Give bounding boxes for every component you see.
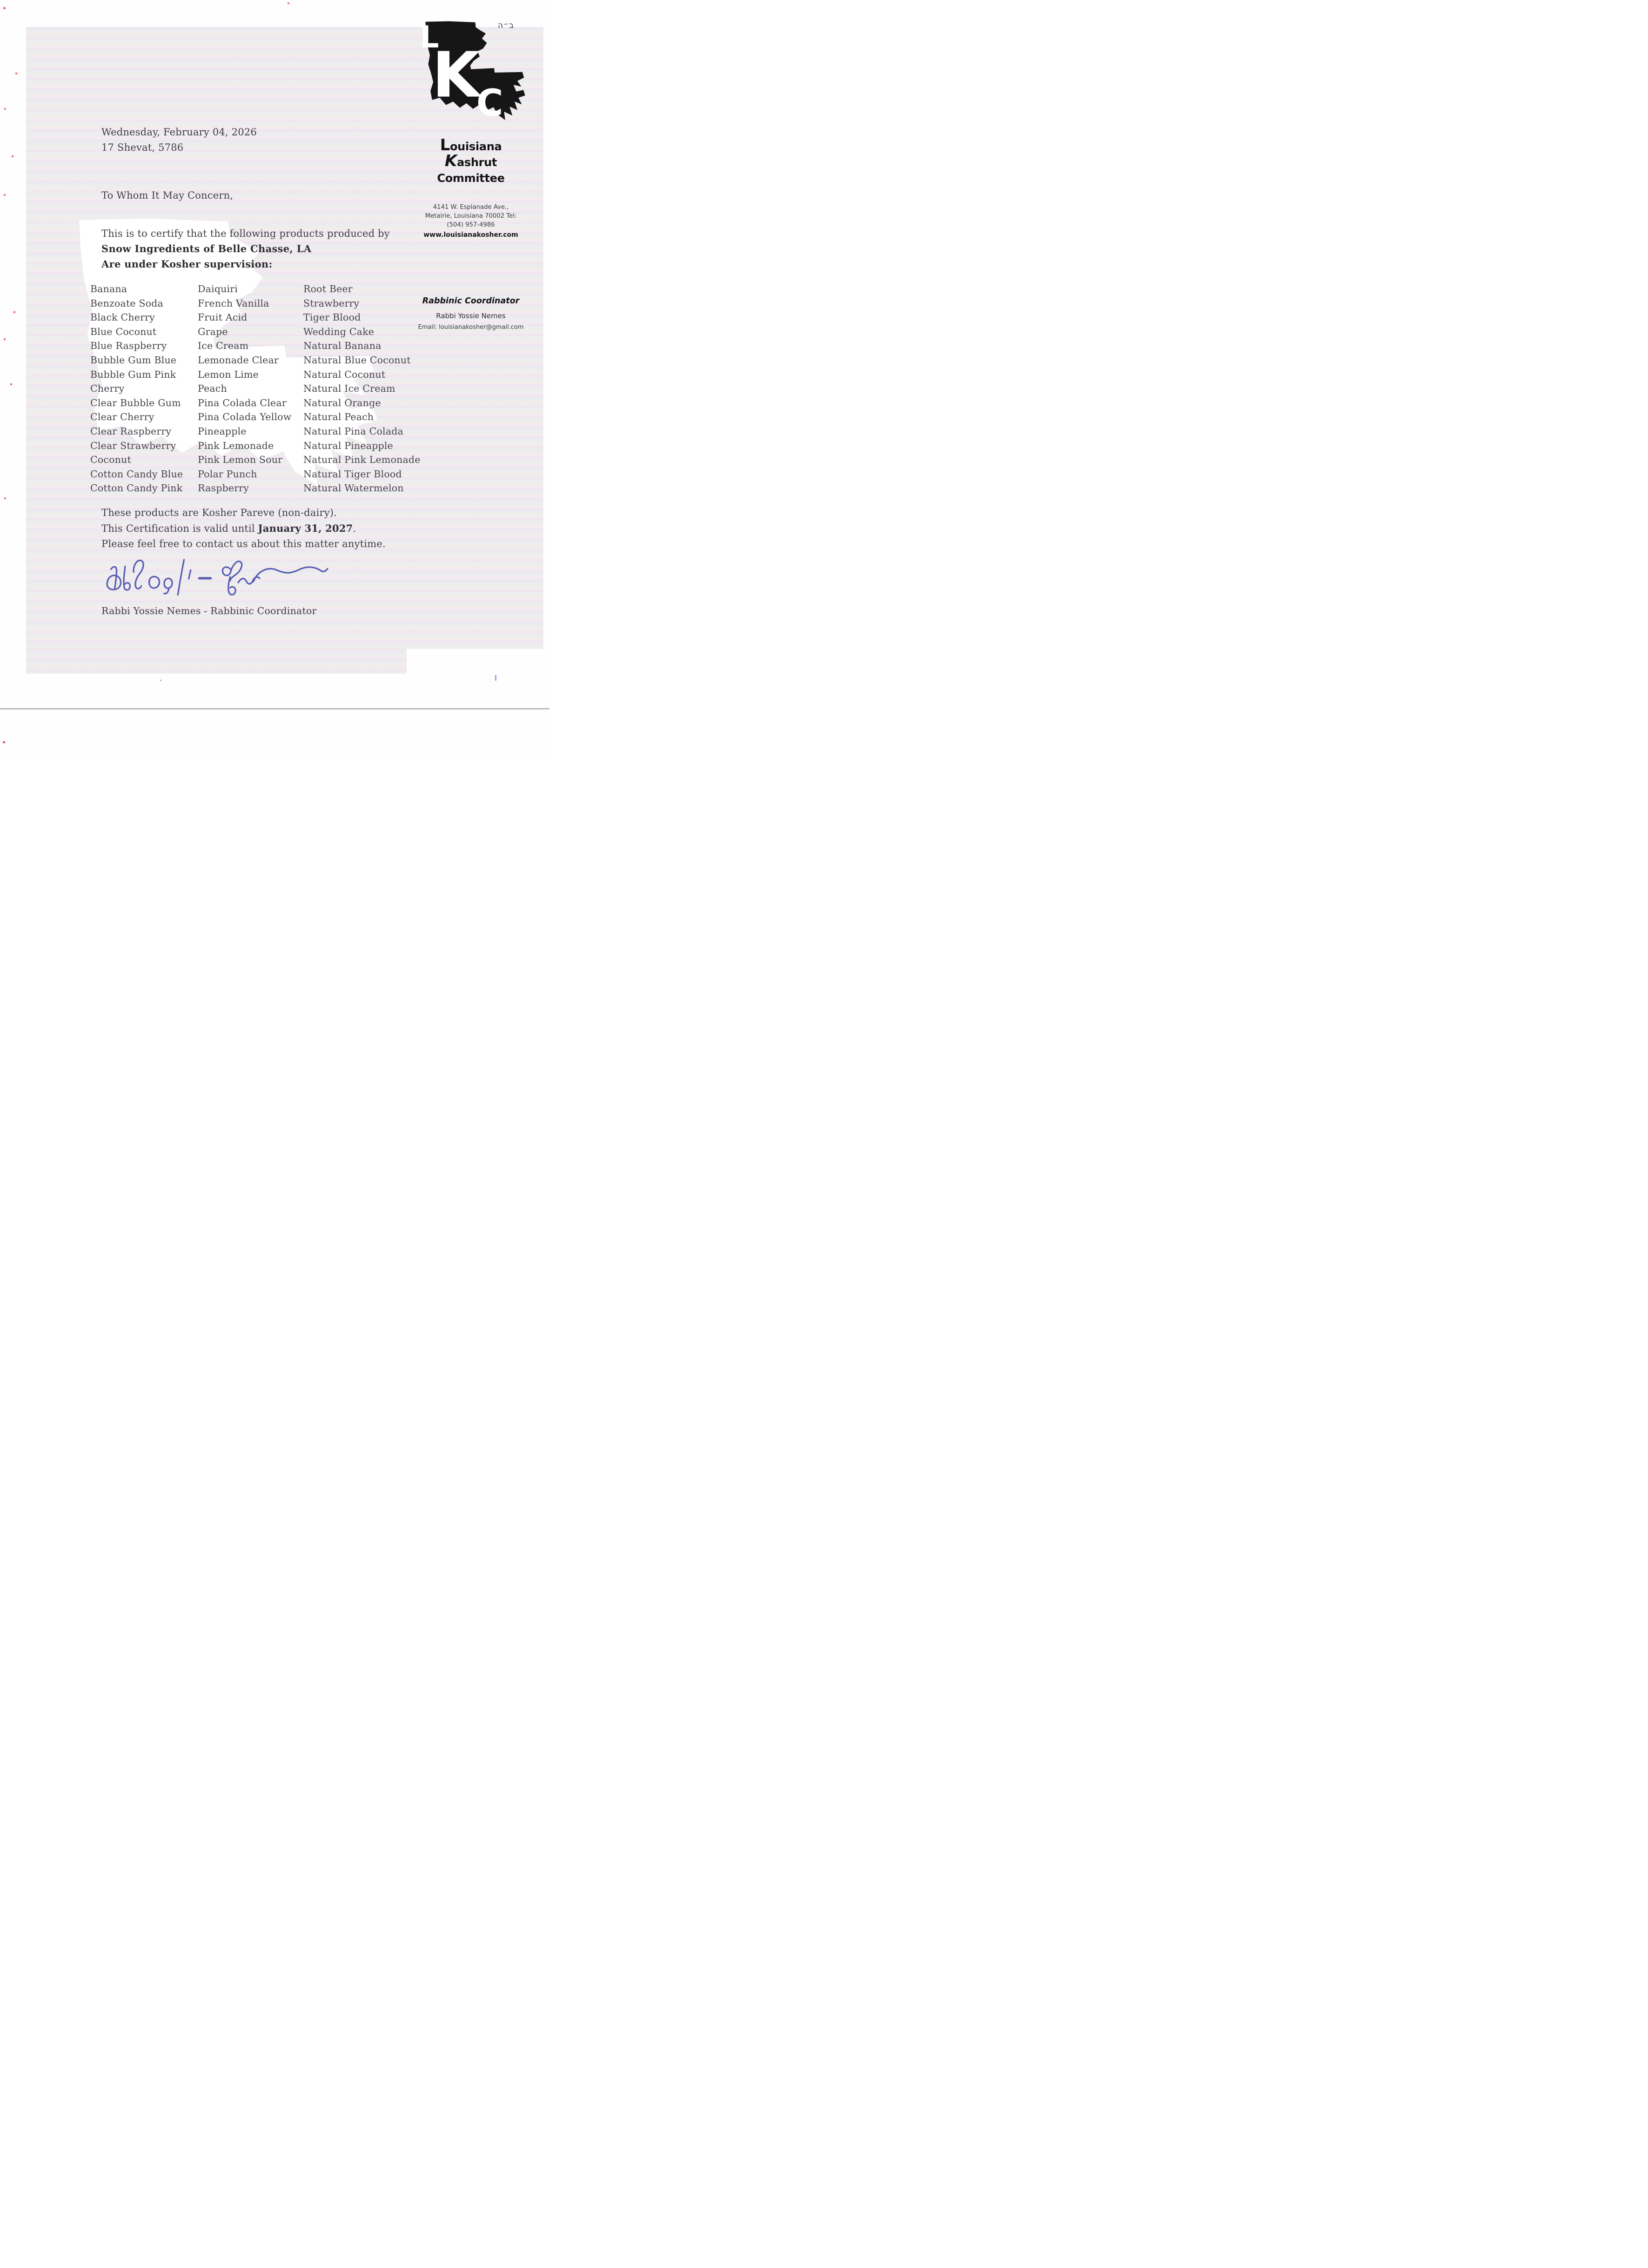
product-item: French Vanilla [198,297,269,309]
scan-speck [12,155,13,157]
product-item: Raspberry [198,482,249,494]
validity-line: This Certification is valid until January 31, 2027. [101,522,356,534]
scan-speck [4,497,6,499]
product-item: Clear Cherry [90,411,154,423]
scan-speck [4,338,6,340]
product-item: Natural Orange [303,397,381,408]
org-name-line3: Committee [437,172,505,185]
product-item: Benzoate Soda [90,297,163,309]
product-item: Natural Peach [303,411,374,423]
scan-speck [10,383,12,385]
contact-line: Please feel free to contact us about this matter anytime. [101,538,386,549]
address-line2: Metairie, Louisiana 70002 Tel: [425,213,517,220]
product-item: Ice Cream [198,340,249,352]
address-line3: (504) 957-4986 [447,221,495,228]
supervision-line: Are under Kosher supervision: [101,258,273,270]
product-item: Blue Raspberry [90,340,167,352]
certification-paragraph [101,226,390,272]
product-item: Wedding Cake [303,326,375,337]
company-name: Snow Ingredients of Belle Chasse, LA [101,242,312,254]
org-website: www.louisianakosher.com [423,231,518,239]
product-item: Coconut [90,454,131,466]
address-line1: 4141 W. Esplanade Ave., [433,204,509,211]
product-item: Pink Lemonade [198,440,274,451]
logo-letter-l: L [420,20,439,55]
scan-blue-dash [495,675,496,681]
coordinator-name: Rabbi Yossie Nemes [436,312,506,320]
product-item: Bubble Gum Blue [90,354,177,366]
scan-divider-line [0,708,549,709]
scan-speck [160,680,161,681]
product-item: Peach [198,383,227,395]
certify-line: This is to certify that the following products produced by [101,228,390,239]
signer-name-line: Rabbi Yossie Nemes - Rabbinic Coordinator [101,605,317,616]
product-item: Pink Lemon Sour [198,454,283,466]
date-hebrew: 17 Shevat, 5786 [101,142,184,153]
product-item: Clear Strawberry [90,440,176,451]
product-item: Bubble Gum Pink [90,368,176,380]
signature [103,555,331,605]
product-item: Natural Pink Lemonade [303,454,421,466]
closing-paragraph [101,505,386,552]
hebrew-bh-mark: ב״ה [498,21,514,30]
product-item: Natural Tiger Blood [303,468,402,480]
org-name [401,136,541,186]
validity-date: January 31, 2027 [258,522,353,534]
pareve-line: These products are Kosher Pareve (non-dairy). [101,507,337,518]
coordinator-email: Email: louisianakosher@gmail.com [418,324,524,331]
product-item: Banana [90,283,127,294]
product-item: Strawberry [303,297,360,309]
product-item: Cotton Candy Pink [90,482,183,494]
scan-speck [3,741,5,743]
product-item: Pina Colada Yellow [198,411,292,423]
product-item: Natural Blue Coconut [303,354,411,366]
date-gregorian: Wednesday, February 04, 2026 [101,127,257,138]
scan-speck [15,73,17,74]
logo-letter-k: K [432,39,480,112]
product-item: Grape [198,326,228,337]
lkc-logo [415,20,526,131]
product-item: Natural Watermelon [303,482,404,494]
product-item: Blue Coconut [90,326,157,337]
product-item: Lemon Lime [198,368,259,380]
date-block [101,125,257,155]
product-item: Root Beer [303,283,353,294]
scan-speck [4,194,6,196]
product-item: Cotton Candy Blue [90,468,183,480]
scan-speck [13,311,15,313]
product-item: Daiquiri [198,283,238,294]
scan-speck [4,108,6,110]
product-list-column-2 [198,282,302,495]
product-item: Natural Pina Colada [303,425,403,437]
logo-letter-c: C [476,81,503,125]
product-item: Cherry [90,383,125,395]
product-item: Clear Bubble Gum [90,397,181,408]
product-item: Tiger Blood [303,312,361,323]
product-item: Pineapple [198,425,247,437]
scanned-letter-page [0,0,549,756]
product-item: Polar Punch [198,468,257,480]
org-name-line2: Kashrut [444,152,497,170]
org-name-line1: Louisiana [440,136,502,154]
salutation: To Whom It May Concern, [101,190,234,201]
coordinator-title: Rabbinic Coordinator [422,296,520,306]
scan-speck [288,2,289,4]
product-item: Black Cherry [90,312,155,323]
product-item: Fruit Acid [198,312,248,323]
scan-speck [3,7,6,9]
product-item: Pina Colada Clear [198,397,287,408]
product-item: Natural Ice Cream [303,383,395,395]
product-list-column-1 [90,282,197,495]
org-address [401,203,541,229]
product-item: Natural Coconut [303,368,386,380]
product-item: Natural Pineapple [303,440,393,451]
product-item: Clear Raspberry [90,425,172,437]
product-item: Lemonade Clear [198,354,279,366]
product-item: Natural Banana [303,340,382,352]
